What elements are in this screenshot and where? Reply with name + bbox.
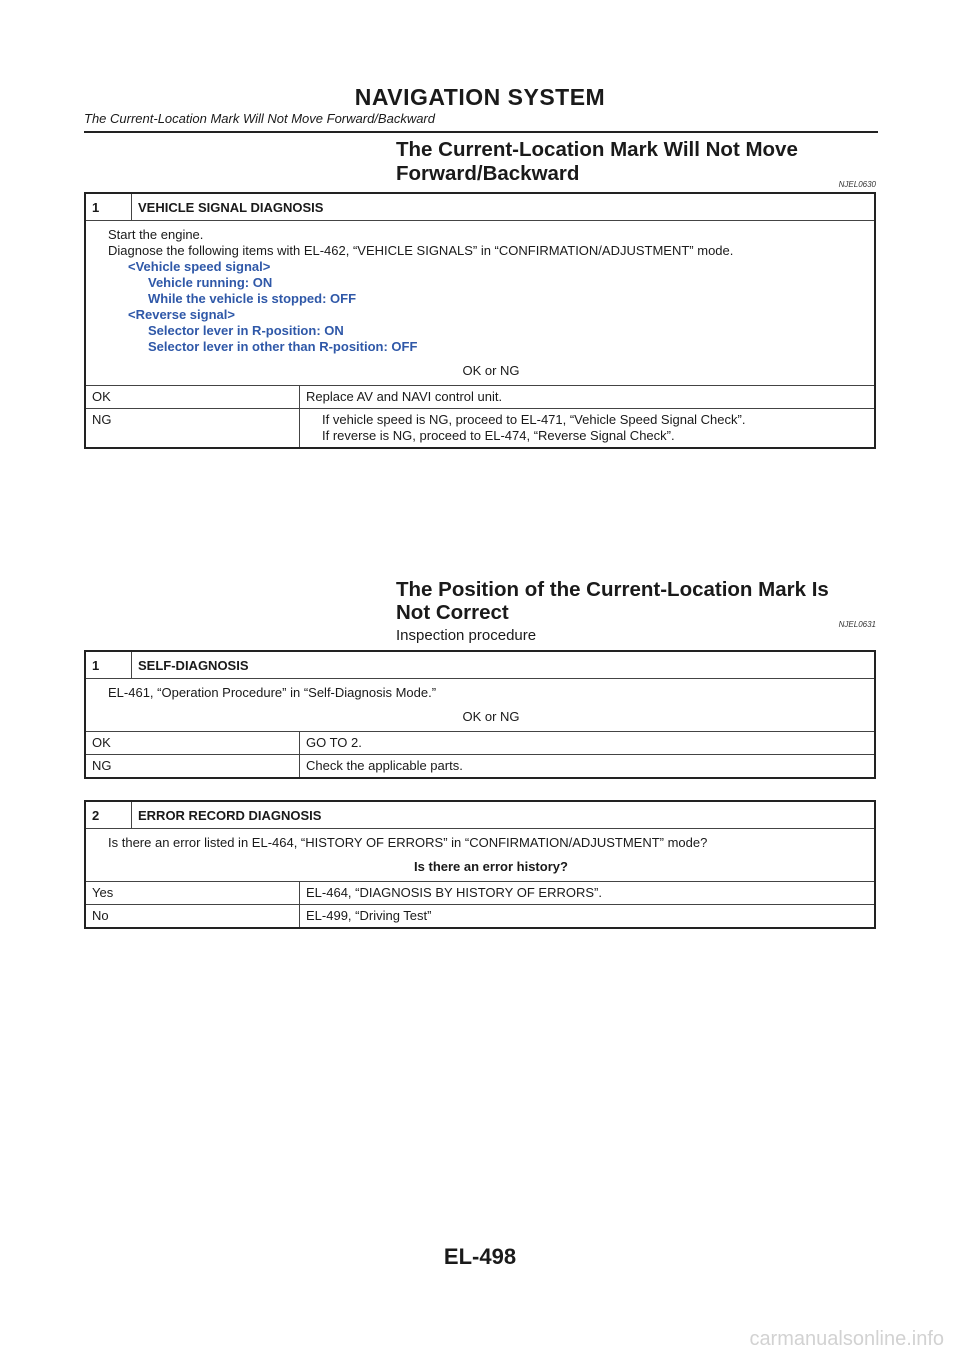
result-label: OK [86,732,300,754]
result-action: Check the applicable parts. [306,758,463,773]
instruction-line: EL-461, “Operation Procedure” in “Self-Diagnosis Mode.” [108,685,437,700]
signal-item: Vehicle running: ON [148,275,273,290]
result-label: NG [86,409,300,447]
header-divider [84,131,878,133]
instruction-line: Is there an error listed in EL-464, “HISTORY OF ERRORS” in “CONFIRMATION/ADJUSTMENT” mode? [108,835,708,850]
result-action-line: If reverse is NG, proceed to EL-474, “Reverse Signal Check”. [322,428,675,443]
result-action-line: If vehicle speed is NG, proceed to EL-471, “Vehicle Speed Signal Check”. [322,412,746,427]
section2-step2-table [84,800,876,929]
signal-item: Selector lever in R-position: ON [148,323,344,338]
result-row [86,905,874,927]
result-row [86,732,874,755]
step-number: 1 [86,652,132,678]
result-row [86,386,874,409]
page-header-title: NAVIGATION SYSTEM [354,84,606,110]
signal-heading: <Vehicle speed signal> [128,259,271,274]
section1-step1-table [84,192,876,449]
step-question: OK or NG [462,709,520,724]
step-header [86,802,874,829]
result-row [86,882,874,905]
result-row [86,409,874,447]
step-number: 2 [86,802,132,828]
result-label: No [86,905,300,927]
step-name: ERROR RECORD DIAGNOSIS [138,807,322,823]
result-action: GO TO 2. [306,735,362,750]
step-header [86,194,874,221]
step-body [86,221,874,386]
section2-id: NJEL0631 [838,620,876,629]
section1-id: NJEL0630 [838,180,876,189]
result-label: OK [86,386,300,408]
result-label: NG [86,755,300,777]
result-action: Replace AV and NAVI control unit. [306,389,503,404]
step-name: SELF-DIAGNOSIS [138,657,249,673]
step-question: Is there an error history? [414,859,568,874]
result-row [86,755,874,777]
step-body [86,679,874,732]
result-action [300,409,745,447]
section2-title-line2: Not Correct [396,601,509,624]
signal-item: Selector lever in other than R-position: OFF [148,339,418,354]
step-body [86,829,874,882]
page-number: EL-498 [443,1244,517,1269]
section1-title-line1: The Current-Location Mark Will Not Move [396,138,798,161]
instruction-line: Start the engine. [108,227,204,242]
section2-title-line1: The Position of the Current-Location Mark Is [396,578,829,601]
signal-heading: <Reverse signal> [128,307,235,322]
step-number: 1 [86,194,132,220]
watermark: carmanualsonline.info [749,1328,944,1350]
instruction-line: Diagnose the following items with EL-462, “VEHICLE SIGNALS” in “CONFIRMATION/ADJUSTMENT” mode. [108,243,734,258]
page-header-subtitle: The Current-Location Mark Will Not Move Forward/Backward [84,111,435,126]
step-question: OK or NG [462,363,520,378]
result-action: EL-499, “Driving Test” [306,908,432,923]
section2-subtitle: Inspection procedure [396,627,537,644]
step-header [86,652,874,679]
section1-title-line2: Forward/Backward [396,162,580,185]
step-name: VEHICLE SIGNAL DIAGNOSIS [138,199,324,215]
result-label: Yes [86,882,300,904]
result-action: EL-464, “DIAGNOSIS BY HISTORY OF ERRORS”. [306,885,602,900]
signal-item: While the vehicle is stopped: OFF [148,291,357,306]
section2-step1-table [84,650,876,779]
